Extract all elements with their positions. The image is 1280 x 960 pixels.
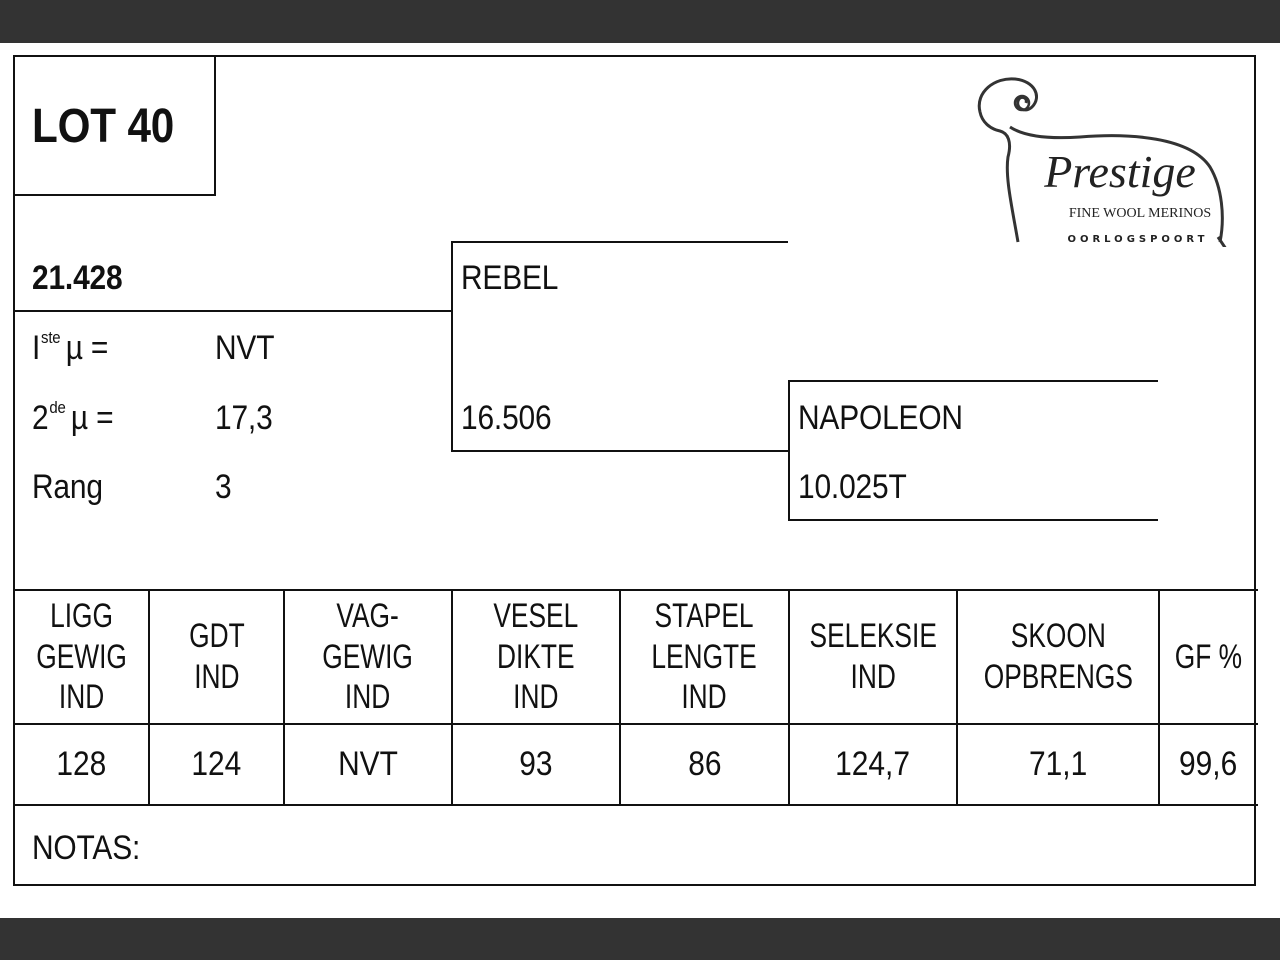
first-mu-label: Iste µ = [32,328,109,367]
header-gf-percent: GF % [1174,637,1242,676]
value-vesel-dikte-ind: 93 [519,745,553,783]
animal-id-underline [15,310,452,312]
sire-name: REBEL [461,259,559,297]
logo-location: OORLOGSPOORT [1067,234,1209,245]
value-seleksie-ind: 124,7 [835,745,911,783]
notes-label: NOTAS: [32,829,141,867]
rank-value: 3 [215,468,232,506]
sire-bracket-left [451,241,453,452]
header-vag-gewig-ind: VAG- GEWIG IND [322,596,414,717]
second-mu-label: 2de µ = [32,398,114,437]
value-vag-gewig-ind: NVT [338,745,398,783]
animal-id: 21.428 [32,259,123,297]
grandsire-bracket-left [788,380,790,521]
logo-brand: Prestige [1044,146,1196,197]
second-mu-value: 17,3 [215,399,273,437]
sire-bracket-top [451,241,788,243]
value-skoon-opbrengs: 71,1 [1028,745,1088,783]
grandsire-bracket-bottom [788,519,1158,521]
header-seleksie-ind: SELEKSIE IND [809,617,937,696]
grandsire-bracket-top [788,380,1158,382]
grandsire-id: 10.025T [798,468,907,506]
lot-box-bottom-border [15,194,216,196]
prestige-ram-logo [970,67,1240,247]
rank-label: Rang [32,468,103,506]
lot-number: LOT 40 [32,100,175,153]
table-bottom-border [15,804,1258,806]
header-ligg-gewig-ind: LIGG GEWIG IND [36,596,127,717]
header-vesel-dikte-ind: VESEL DIKTE IND [493,596,579,717]
value-stapel-lengte-ind: 86 [687,745,722,783]
header-skoon-opbrengs: SKOON OPBRENGS [983,617,1133,696]
lot-box-right-border [214,57,216,196]
sire-id: 16.506 [461,399,552,437]
first-mu-value: NVT [215,329,275,367]
header-gdt-ind: GDT IND [188,617,245,696]
sire-bracket-bottom [451,450,788,452]
header-stapel-lengte-ind: STAPEL LENGTE IND [651,596,758,717]
value-ligg-gewig-ind: 128 [56,745,107,783]
bottom-letterbox-bar [0,918,1280,960]
grandsire-name: NAPOLEON [798,399,963,437]
lot-card [13,55,1256,886]
value-gf-percent: 99,6 [1178,745,1238,783]
top-letterbox-bar [0,0,1280,43]
logo-subtitle: FINE WOOL MERINOS [1068,206,1212,221]
value-gdt-ind: 124 [191,745,242,783]
